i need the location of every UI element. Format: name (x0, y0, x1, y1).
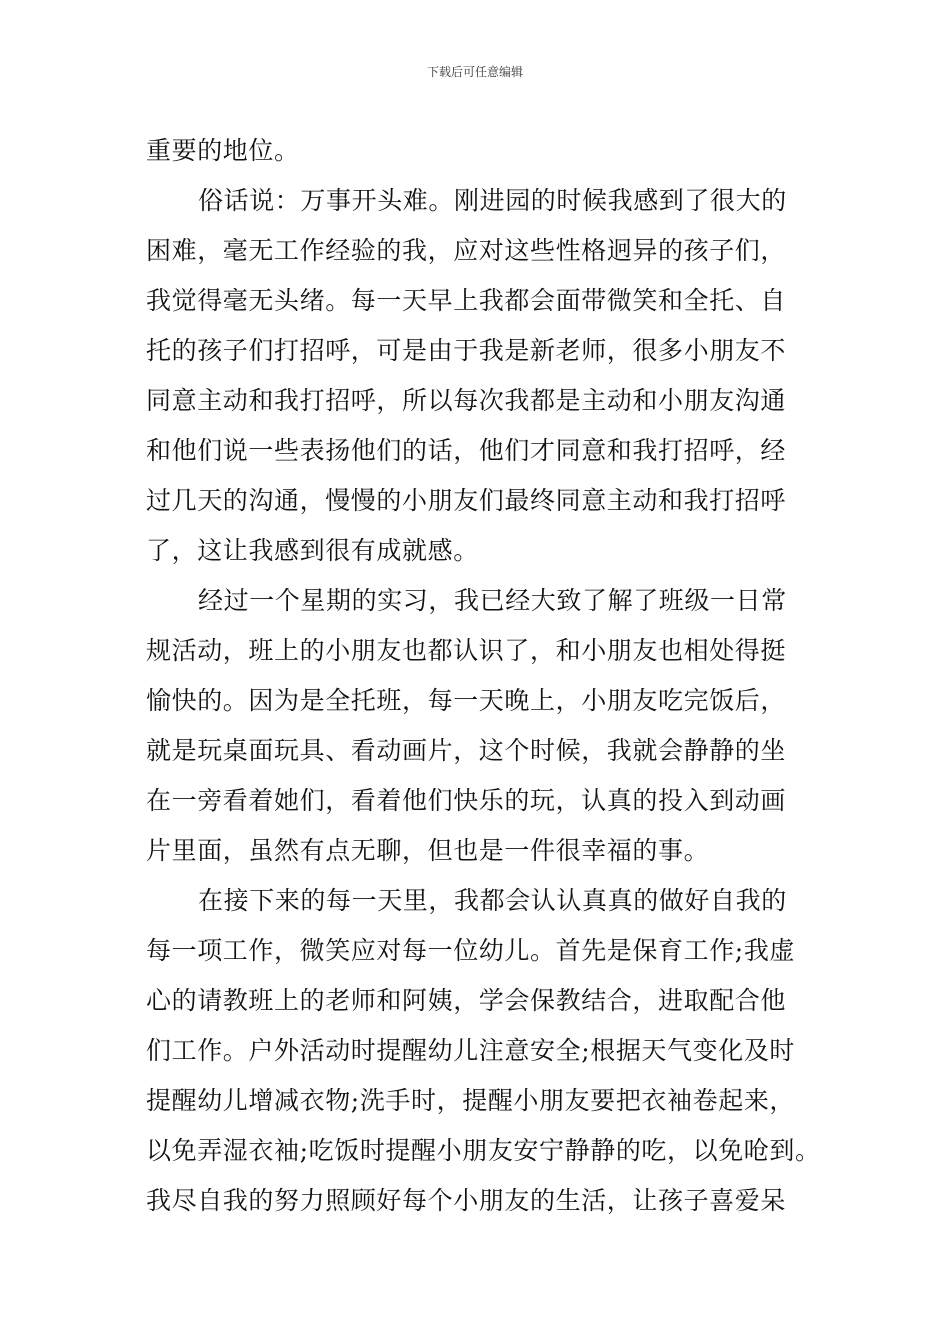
text-line: 了，这让我感到很有成就感。 (146, 536, 479, 565)
text-line: 和他们说一些表扬他们的话，他们才同意和我打招呼，经 (146, 436, 787, 465)
text-line: 愉快的。因为是全托班，每一天晚上，小朋友吃完饭后， (146, 686, 787, 715)
text-line: 过几天的沟通，慢慢的小朋友们最终同意主动和我打招呼 (146, 486, 787, 515)
text-line: 同意主动和我打招呼，所以每次我都是主动和小朋友沟通 (146, 386, 787, 415)
text-line: 就是玩桌面玩具、看动画片，这个时候，我就会静静的坐 (146, 736, 787, 765)
text-line: 我尽自我的努力照顾好每个小朋友的生活，让孩子喜爱呆 (146, 1186, 787, 1215)
body-text (146, 126, 821, 1226)
text-line: 规活动，班上的小朋友也都认识了，和小朋友也相处得挺 (146, 636, 787, 665)
text-line: 每一项工作，微笑应对每一位幼儿。首先是保育工作;我虚 (146, 936, 796, 965)
text-line: 托的孩子们打招呼，可是由于我是新老师，很多小朋友不 (146, 336, 787, 365)
text-line: 提醒幼儿增减衣物;洗手时，提醒小朋友要把衣袖卷起来， (146, 1086, 796, 1115)
text-line: 心的请教班上的老师和阿姨，学会保教结合，进取配合他 (146, 986, 787, 1015)
text-line: 困难，毫无工作经验的我，应对这些性格迥异的孩子们， (146, 236, 787, 265)
text-line: 在一旁看着她们，看着他们快乐的玩，认真的投入到动画 (146, 786, 787, 815)
text-line: 俗话说：万事开头难。刚进园的时候我感到了很大的 (198, 186, 787, 215)
text-line: 们工作。户外活动时提醒幼儿注意安全;根据天气变化及时 (146, 1036, 796, 1065)
page-header: 下载后可任意编辑 (426, 65, 523, 79)
text-line: 以免弄湿衣袖;吃饭时提醒小朋友安宁静静的吃，以免呛到。 (146, 1136, 821, 1165)
text-line: 经过一个星期的实习，我已经大致了解了班级一日常 (198, 586, 787, 615)
text-line: 我觉得毫无头绪。每一天早上我都会面带微笑和全托、自 (146, 286, 787, 315)
text-line: 片里面，虽然有点无聊，但也是一件很幸福的事。 (146, 836, 710, 865)
text-line: 在接下来的每一天里，我都会认认真真的做好自我的 (198, 886, 787, 915)
text-line: 重要的地位。 (146, 136, 300, 165)
